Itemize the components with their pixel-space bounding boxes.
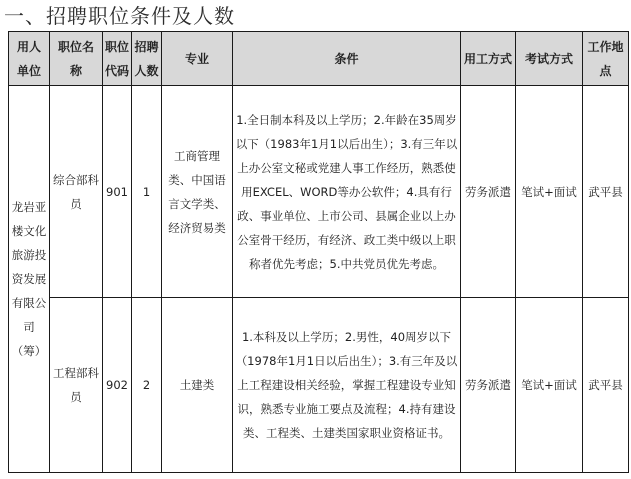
location-cell: 武平县 [583,86,629,298]
major-cell: 工商管理类、中国语言文学类、经济贸易类 [162,86,233,298]
header-employment: 用工方式 [461,32,516,86]
header-position-code [103,32,132,86]
header-conditions: 条件 [233,32,461,86]
header-location-line2: 点 [599,63,612,78]
header-unit [9,32,50,86]
location-cell: 武平县 [583,298,629,473]
employment-cell: 劳务派遣 [461,298,516,473]
unit-name-cell: 龙岩亚楼文化旅游投资发展有限公司（筹） [9,86,50,473]
header-location [583,32,629,86]
position-code-cell: 901 [103,86,132,298]
header-position-name-line2: 称 [69,63,82,78]
header-count [132,32,162,86]
header-unit-line1: 用人 [16,39,41,54]
table-row [9,298,629,473]
recruitment-table [8,31,629,473]
count-cell: 2 [132,298,162,473]
table-row [9,86,629,298]
page-heading: 一、招聘职位条件及人数 [4,4,235,28]
header-count-line1: 招聘 [134,39,159,54]
exam-cell: 笔试+面试 [516,86,583,298]
position-name-cell: 综合部科员 [50,86,103,298]
position-name-cell: 工程部科员 [50,298,103,473]
header-unit-line2: 单位 [16,63,41,78]
count-cell: 1 [132,86,162,298]
header-position-code-line1: 职位 [105,39,130,54]
conditions-cell: 1.本科及以上学历；2.男性，40周岁以下（1978年1月1日以后出生）；3.有三年及以上工程建设相关经验，掌握工程建设专业知识，熟悉专业施工要点及流程；4.持有建设类、工程类、土建类国家职业资格证书。 [233,298,461,473]
major-cell: 土建类 [162,298,233,473]
header-position-name [50,32,103,86]
exam-cell: 笔试+面试 [516,298,583,473]
header-location-line1: 工作地 [587,39,624,54]
table-header-row [9,32,629,86]
header-exam: 考试方式 [516,32,583,86]
header-major: 专业 [162,32,233,86]
conditions-cell: 1.全日制本科及以上学历；2.年龄在35周岁以下（1983年1月1以后出生）；3.有三年以上办公室文秘或党建人事工作经历，熟悉使用EXCEL、WORD等办公软件；4.具有行政、事业单位、上市公司、县属企业以上办公室骨干经历，有经济、政工类中级以上职称者优先考虑；5.中共党员优先考虑。 [233,86,461,298]
header-position-code-line2: 代码 [105,63,130,78]
header-position-name-line1: 职位名 [57,39,94,54]
position-code-cell: 902 [103,298,132,473]
employment-cell: 劳务派遣 [461,86,516,298]
header-count-line2: 人数 [134,63,159,78]
